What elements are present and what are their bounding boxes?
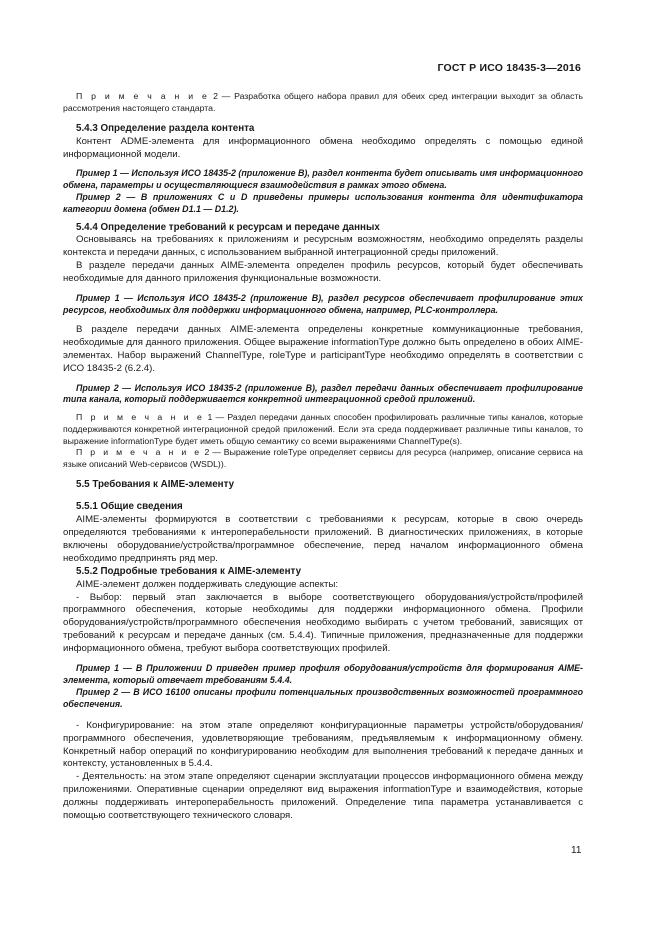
paragraph: - Конфигурирование: на этом этапе определяют конфигурационные параметры устройств/оборудования/программного обеспечения, удовлетворяющие требованиям, предъявляемым к информационному обмену. Конкретный набор операций по конфигурированию необходим для выполнения требований к передаче данных и контексту, установленных в 5.4.4. [63, 719, 583, 770]
paragraph: AIME-элементы формируются в соответствии с требованиями к ресурсам, которые в свою очередь определяются требованиями к интероперабельности приложений. В диагностических приложениях, в которые включены оборудование/устройства/программное обеспечение, перед началом информационного обмена необходимо предпринять ряд мер. [63, 514, 583, 564]
example-1: Пример 1 — Используя ИСО 18435-2 (приложение В), раздел контента будет описывать имя информационного обмена, параметры и осуществляющиеся взаимодействия в рамках этого обмена. [63, 167, 584, 190]
note-top [63, 91, 583, 114]
example-2: Пример 2 — В приложениях С и D приведены примеры использования контента для идентификатора категории домена (обмен D1.1 — D1.2). [63, 191, 583, 214]
example-2: Пример 2 — Используя ИСО 18435-2 (приложение В), раздел передачи данных обеспечивает профилирование типа канала, который поддерживается конкретной интеграционной средой приложений. [63, 382, 583, 405]
paragraph: В разделе передачи данных AIME-элемента определены конкретные коммуникационные требования, необходимые для данного приложения. Общее выражение informationType должно быть определено в обоих AIME-элементах. Набор выражений ChannelType, roleType и participantType необходимо определять в соответствии с ИСО 18435-2 (6.2.4). [63, 323, 583, 374]
note-label: П р и м е ч а н и е [76, 91, 210, 101]
note-text: 2 — Выражение roleType определяет сервисы для ресурса (например, описание сервиса на языке описаний Web-сервисов (WSDL)). [63, 447, 583, 469]
document-body [63, 91, 583, 823]
section-heading-5-5: 5.5 Требования к AIME-элементу [76, 479, 235, 491]
section-heading-5-5-2: 5.5.2 Подробные требования к AIME-элементу [76, 565, 302, 577]
section-heading-5-4-4: 5.4.4 Определение требований к ресурсам и передаче данных [76, 221, 380, 233]
paragraph: Контент ADME-элемента для информационного обмена необходимо определять с помощью единой информационной модели. [63, 136, 583, 160]
note-text: 1 — Раздел передачи данных способен профилировать различные типы каналов, которые поддерживаются конкретной интеграционной средой приложений. Если эта среда поддерживает различные типы каналов, то выражение informationType будет иметь общую семантику со всеми выражениями ChannelType(s). [63, 412, 583, 446]
paragraph: AIME-элемент должен поддерживать следующие аспекты: [76, 578, 339, 590]
example-1: Пример 1 — В Приложении D приведен пример профиля оборудования/устройств для формирования AIME-элемента, который отвечает требованиям 5.4.4. [63, 663, 583, 685]
example-1: Пример 1 — Используя ИСО 18435-2 (приложение В), раздел ресурсов обеспечивает профилирование этих ресурсов, необходимых для поддержки информационного обмена, например, PLC-контроллера. [63, 293, 583, 315]
page-number: 11 [571, 845, 582, 856]
paragraph: В разделе передачи данных AIME-элемента определен профиль ресурсов, который будет обеспечивать необходимые для данного приложения функциональные возможности. [63, 260, 583, 285]
note-label: П р и м е ч а н и е [76, 412, 205, 423]
section-heading-5-5-1: 5.5.1 Общие сведения [76, 501, 183, 513]
example-2: Пример 2 — В ИСО 16100 описаны профили потенциальных производственных возможностей программного обеспечения. [63, 686, 583, 709]
document-header: ГОСТ Р ИСО 18435-3—2016 [437, 62, 581, 74]
note-2 [63, 447, 583, 470]
paragraph: - Выбор: первый этап заключается в выборе соответствующего оборудования/устройств/профилей программного обеспечения, которые необходимы для поддержки информационного обмена. Профили оборудования/устройств/программного обеспечения необходимо выбирать с учетом требований, зависящих от требований к ресурсам и передаче данных (см. 5.4.4). Типичные приложения, предназначенные для поддержки информационного обмена, требуют выбора соответствующих профилей. [63, 591, 583, 655]
paragraph: Основываясь на требованиях к приложениям и ресурсным возможностям, необходимо определять разделы контекста и передачи данных, с использованием выбранной интеграционной среды приложений. [63, 234, 583, 259]
paragraph: - Деятельность: на этом этапе определяют сценарии эксплуатации процессов информационного обмена между приложениями. Оперативные сценарии определяют вид выражения informationType и взаимодействия, которые должны поддерживать интероперабельность приложений. Определение типа параметра устанавливается с помощью соответствующего технического словаря. [63, 771, 583, 822]
note-text: 2 — Разработка общего набора правил для обеих сред интеграции выходит за область рассмотрения настоящего стандарта. [63, 91, 583, 113]
note-label: П р и м е ч а н и е [76, 447, 202, 458]
section-heading-5-4-3: 5.4.3 Определение раздела контента [76, 123, 255, 135]
note-1 [63, 412, 583, 447]
